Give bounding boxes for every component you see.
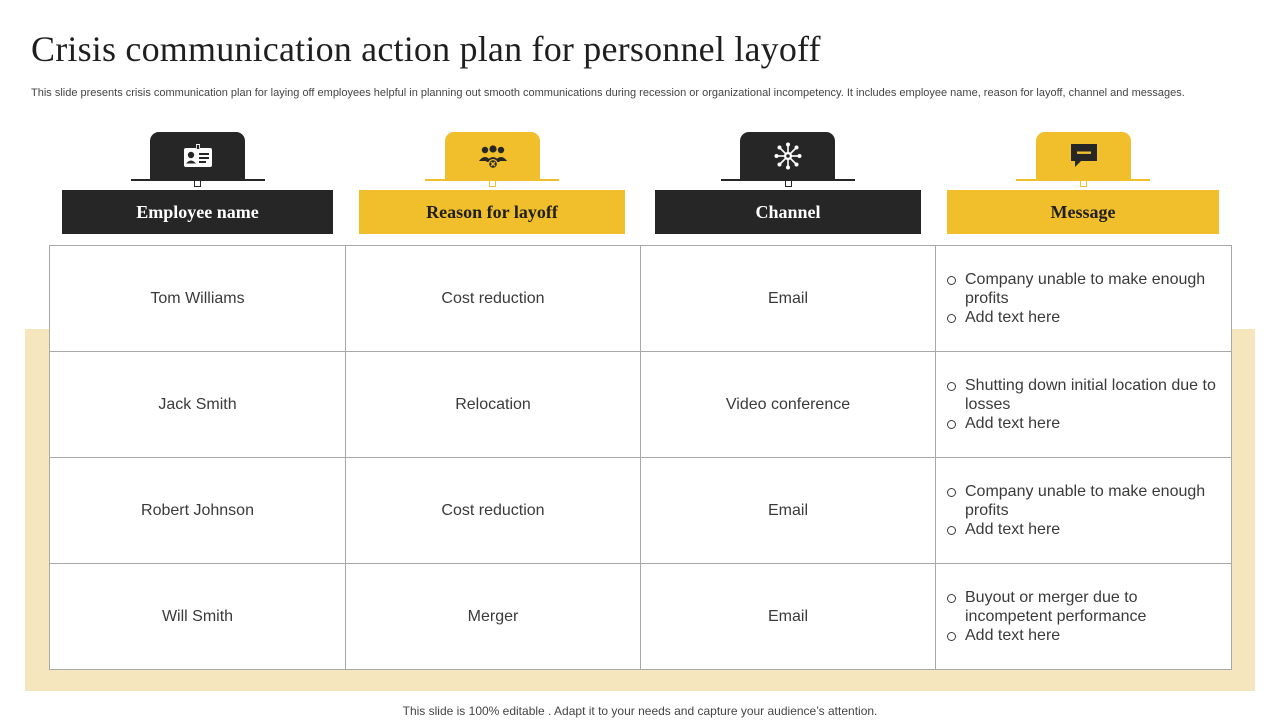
- message-item: Add text here: [946, 414, 1217, 433]
- message-item: Company unable to make enough profits: [946, 270, 1217, 308]
- channel-cell: Email: [641, 564, 936, 670]
- reason-cell: Cost reduction: [346, 458, 641, 564]
- message-item: Add text here: [946, 626, 1217, 645]
- header-employee-name: Employee name: [62, 190, 333, 234]
- employee-name-cell: Jack Smith: [50, 352, 346, 458]
- slide-subtitle: This slide presents crisis communication plan for laying off employees helpful in planning out smooth communications during recession or organizational incompetency. It includes employee name, reason for layoff, channel and messages.: [31, 87, 1185, 99]
- message-cell: [936, 458, 1232, 564]
- slide-title: Crisis communication action plan for personnel layoff: [31, 29, 821, 69]
- table-row: [50, 246, 1232, 352]
- message-cell: [936, 246, 1232, 352]
- message-cell: [936, 352, 1232, 458]
- message-item: Shutting down initial location due to losses: [946, 376, 1217, 414]
- reason-cell: Merger: [346, 564, 641, 670]
- employee-name-cell: Robert Johnson: [50, 458, 346, 564]
- message-tab: [1036, 132, 1131, 180]
- message-item: Add text here: [946, 520, 1217, 539]
- employee-name-cell: Will Smith: [50, 564, 346, 670]
- message-list: [946, 482, 1217, 539]
- tab-connector: [489, 180, 496, 187]
- chat-message-icon: [1067, 141, 1101, 171]
- message-list: [946, 376, 1217, 433]
- group-remove-icon: [476, 141, 510, 171]
- channel-tab: [740, 132, 835, 180]
- message-item: Add text here: [946, 308, 1217, 327]
- header-message: Message: [947, 190, 1219, 234]
- employee-name-tab: [150, 132, 245, 180]
- id-card-icon: [181, 141, 215, 171]
- tab-connector: [1080, 180, 1087, 187]
- slide-footer: This slide is 100% editable . Adapt it to your needs and capture your audience’s attention.: [402, 704, 878, 718]
- message-list: [946, 270, 1217, 327]
- header-reason-for-layoff: Reason for layoff: [359, 190, 625, 234]
- message-cell: [936, 564, 1232, 670]
- reason-cell: Relocation: [346, 352, 641, 458]
- network-hub-icon: [771, 141, 805, 171]
- table-row: [50, 458, 1232, 564]
- employee-name-cell: Tom Williams: [50, 246, 346, 352]
- channel-cell: Email: [641, 458, 936, 564]
- layoff-plan-table: [49, 245, 1232, 670]
- header-channel: Channel: [655, 190, 921, 234]
- reason-cell: Cost reduction: [346, 246, 641, 352]
- table-row: [50, 564, 1232, 670]
- message-item: Company unable to make enough profits: [946, 482, 1217, 520]
- table-row: [50, 352, 1232, 458]
- message-list: [946, 588, 1217, 645]
- channel-cell: Email: [641, 246, 936, 352]
- reason-tab: [445, 132, 540, 180]
- channel-cell: Video conference: [641, 352, 936, 458]
- message-item: Buyout or merger due to incompetent performance: [946, 588, 1217, 626]
- tab-connector: [785, 180, 792, 187]
- tab-connector: [194, 180, 201, 187]
